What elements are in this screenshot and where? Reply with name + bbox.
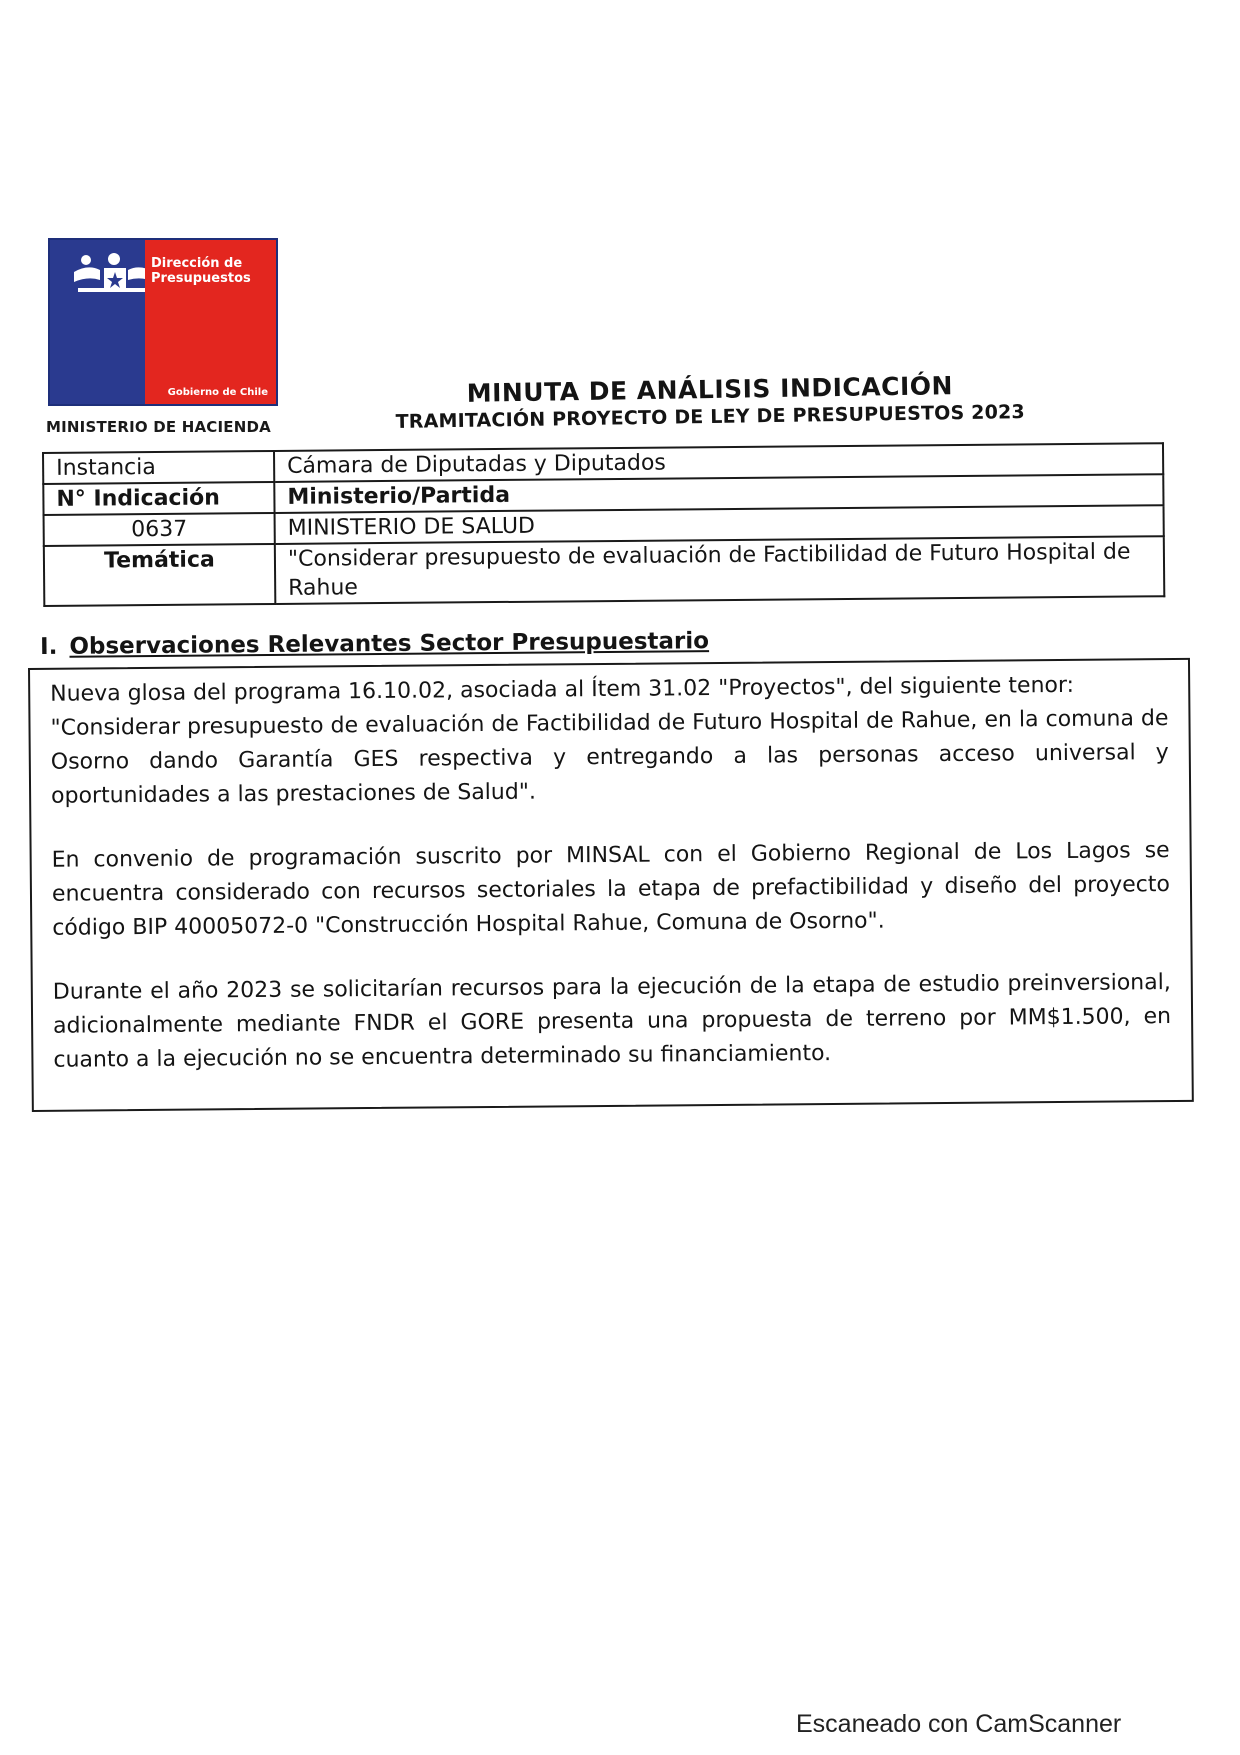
ministry-label: MINISTERIO DE HACIENDA <box>46 418 271 436</box>
paragraph-glosa-intro: Nueva glosa del programa 16.10.02, asociada al Ítem 31.02 "Proyectos", del siguiente tenor: <box>50 672 1075 707</box>
instancia-label: Instancia <box>43 451 274 484</box>
document-title: MINUTA DE ANÁLISIS INDICACIÓN <box>466 371 954 408</box>
table-row <box>44 536 1164 606</box>
ministerio-value: MINISTERIO DE SALUD <box>275 505 1164 544</box>
indicacion-label: N° Indicación <box>43 482 274 515</box>
paragraph-glosa-quote: "Considerar presupuesto de evaluación de Factibilidad de Futuro Hospital de Rahue, en la comuna de Osorno dando Garantía GES respectiva y entregando a las personas acceso universal y oportunidades a las prestaciones de Salud". <box>50 706 1169 809</box>
observations-box <box>28 658 1194 1112</box>
paragraph-convenio: En convenio de programación suscrito por MINSAL con el Gobierno Regional de Los Lagos se encuentra considerado con recursos sectoriales la etapa de prefactibilidad y diseño del proyecto código BIP 40005072-0 "Construcción Hospital Rahue, Comuna de Osorno". <box>51 838 1171 941</box>
logo-blue-panel <box>50 240 145 404</box>
indicacion-value: 0637 <box>44 513 275 546</box>
tematica-label: Temática <box>44 544 276 606</box>
camscanner-watermark: Escaneado con CamScanner <box>796 1710 1122 1738</box>
section-title: Observaciones Relevantes Sector Presupuestario <box>69 628 710 660</box>
section-number: I. <box>40 633 58 660</box>
logo-bottom-text: Gobierno de Chile <box>167 387 268 398</box>
indication-info-table <box>42 442 1165 607</box>
paragraph-durante: Durante el año 2023 se solicitarían recursos para la ejecución de la etapa de estudio preinversional, adicionalmente mediante FNDR el GORE presenta una propuesta de terreno por MM$1.500, en cuanto a la ejecución no se encuentra determinado su financiamiento. <box>52 970 1172 1073</box>
tematica-value: "Considerar presupuesto de evaluación de Factibilidad de Futuro Hospital de Rahue <box>275 536 1164 604</box>
logo-top-text: Dirección de Presupuestos <box>151 256 251 286</box>
document-title-block <box>380 370 1041 433</box>
document-subtitle: TRAMITACIÓN PROYECTO DE LEY DE PRESUPUESTOS 2023 <box>395 401 1026 433</box>
section-heading <box>40 628 709 660</box>
logo-red-panel <box>145 240 276 404</box>
ministerio-label: Ministerio/Partida <box>274 474 1163 513</box>
dipres-logo <box>48 238 278 406</box>
instancia-value: Cámara de Diputadas y Diputados <box>274 443 1163 482</box>
